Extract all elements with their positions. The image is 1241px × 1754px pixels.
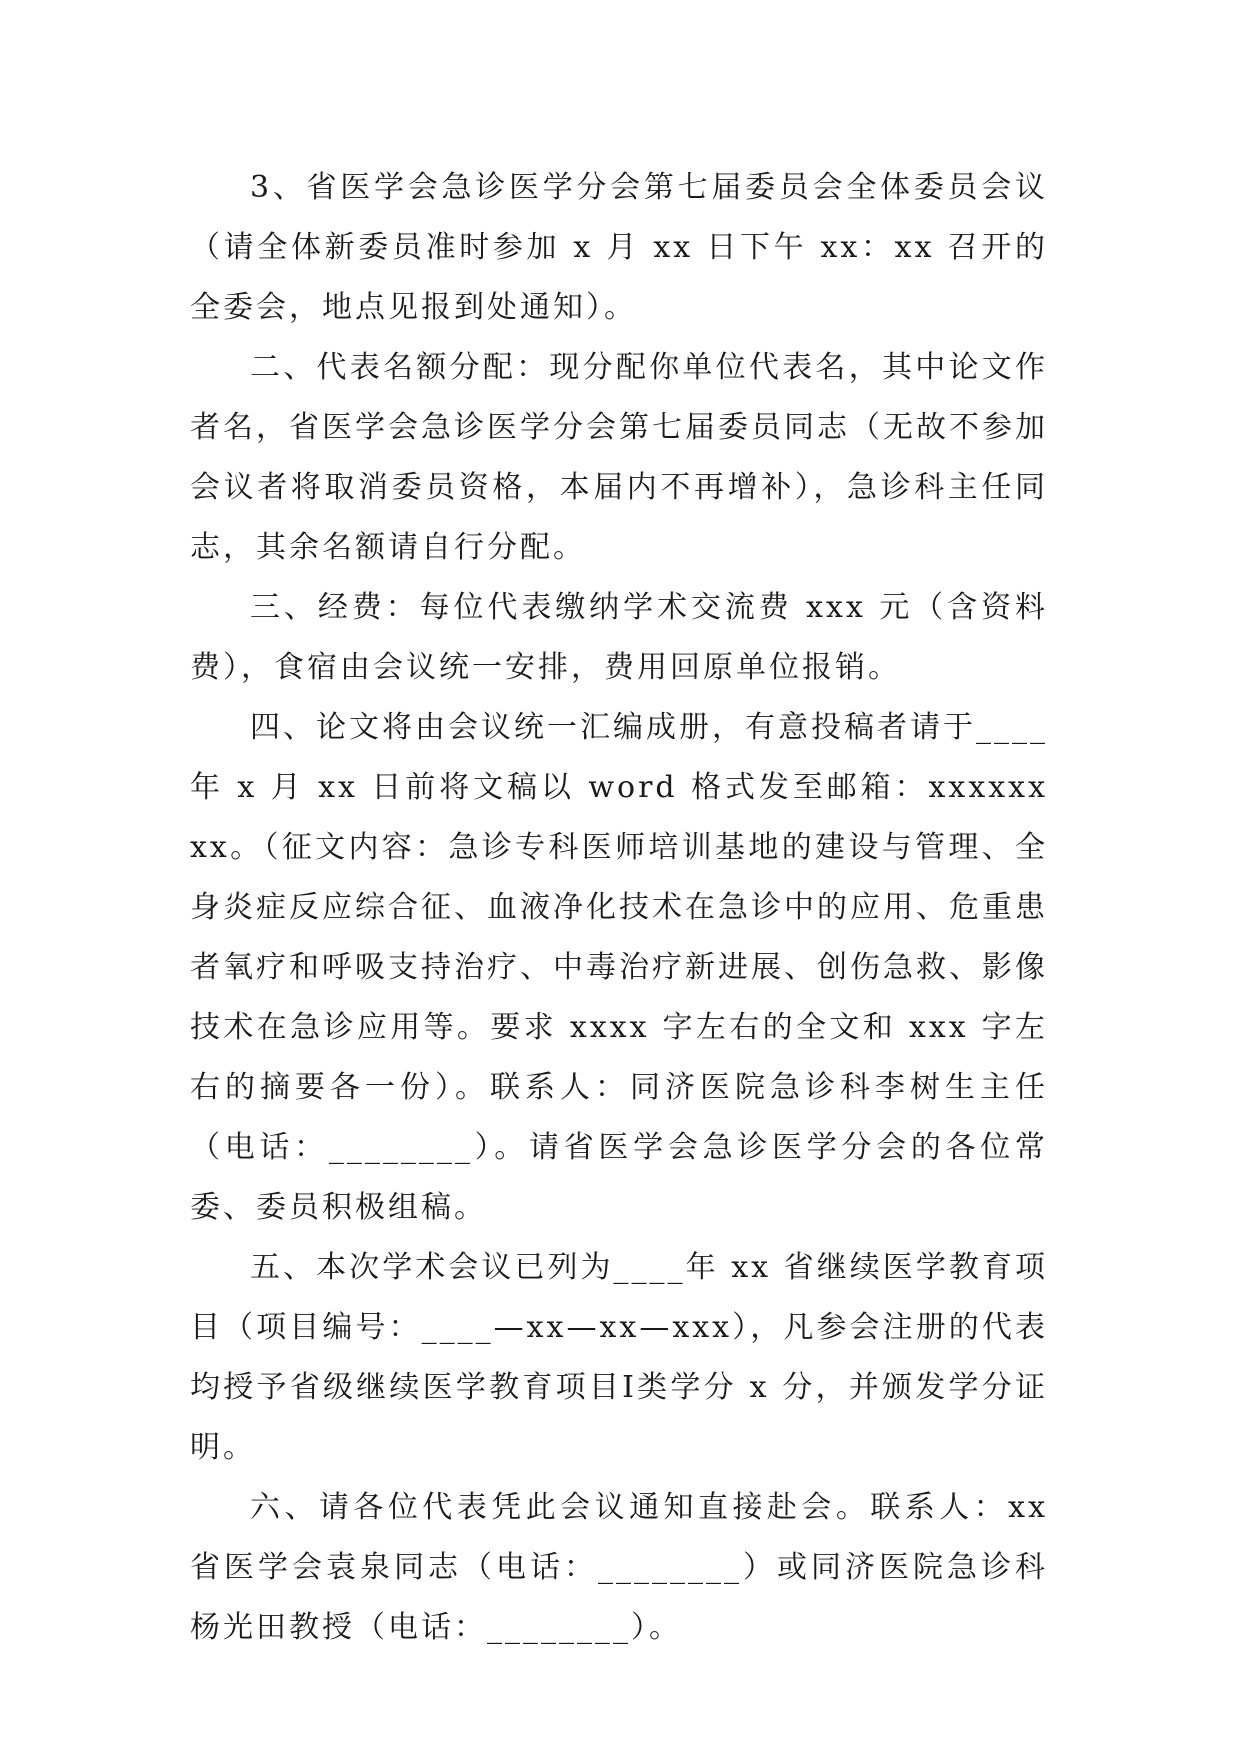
paragraph-contacts: 六、请各位代表凭此会议通知直接赴会。联系人：xx 省医学会袁泉同志（电话：________）或同济医院急诊科杨光田教授（电话：________）。 <box>190 1490 1048 1645</box>
paragraph-fees: 三、经费：每位代表缴纳学术交流费 xxx 元（含资料费），食宿由会议统一安排，费用回原单位报销。 <box>190 590 1048 685</box>
paragraph-committee-meeting: 3、省医学会急诊医学分会第七届委员会全体委员会议（请全体新委员准时参加 x 月 xx 日下午 xx：xx 召开的全委会，地点见报到处通知）。 <box>190 170 1048 325</box>
document-body <box>190 158 1048 1658</box>
paragraph-paper-submission: 四、论文将由会议统一汇编成册，有意投稿者请于____年 x 月 xx 日前将文稿以 word 格式发至邮箱：xxxxxxxx。（征文内容：急诊专科医师培训基地的建设与管理、全身炎症反应综合征、血液净化技术在急诊中的应用、危重患者氧疗和呼吸支持治疗、中毒治疗新进展、创伤急救、影像技术在急诊应用等。要求 xxxx 字左右的全文和 xxx 字左右的摘要各一份）。联系人：同济医院急诊科李树生主任（电话：________）。请省医学会急诊医学分会的各位常委、委员积极组稿。 <box>190 710 1048 1225</box>
paragraph-quota-allocation: 二、代表名额分配：现分配你单位代表名，其中论文作者名，省医学会急诊医学分会第七届委员同志（无故不参加会议者将取消委员资格，本届内不再增补），急诊科主任同志，其余名额请自行分配。 <box>190 350 1048 565</box>
paragraph-education-credits: 五、本次学术会议已列为____年 xx 省继续医学教育项目（项目编号：____—xx—xx—xxx），凡参会注册的代表均授予省级继续医学教育项目Ⅰ类学分 x 分，并颁发学分证明。 <box>190 1250 1048 1465</box>
